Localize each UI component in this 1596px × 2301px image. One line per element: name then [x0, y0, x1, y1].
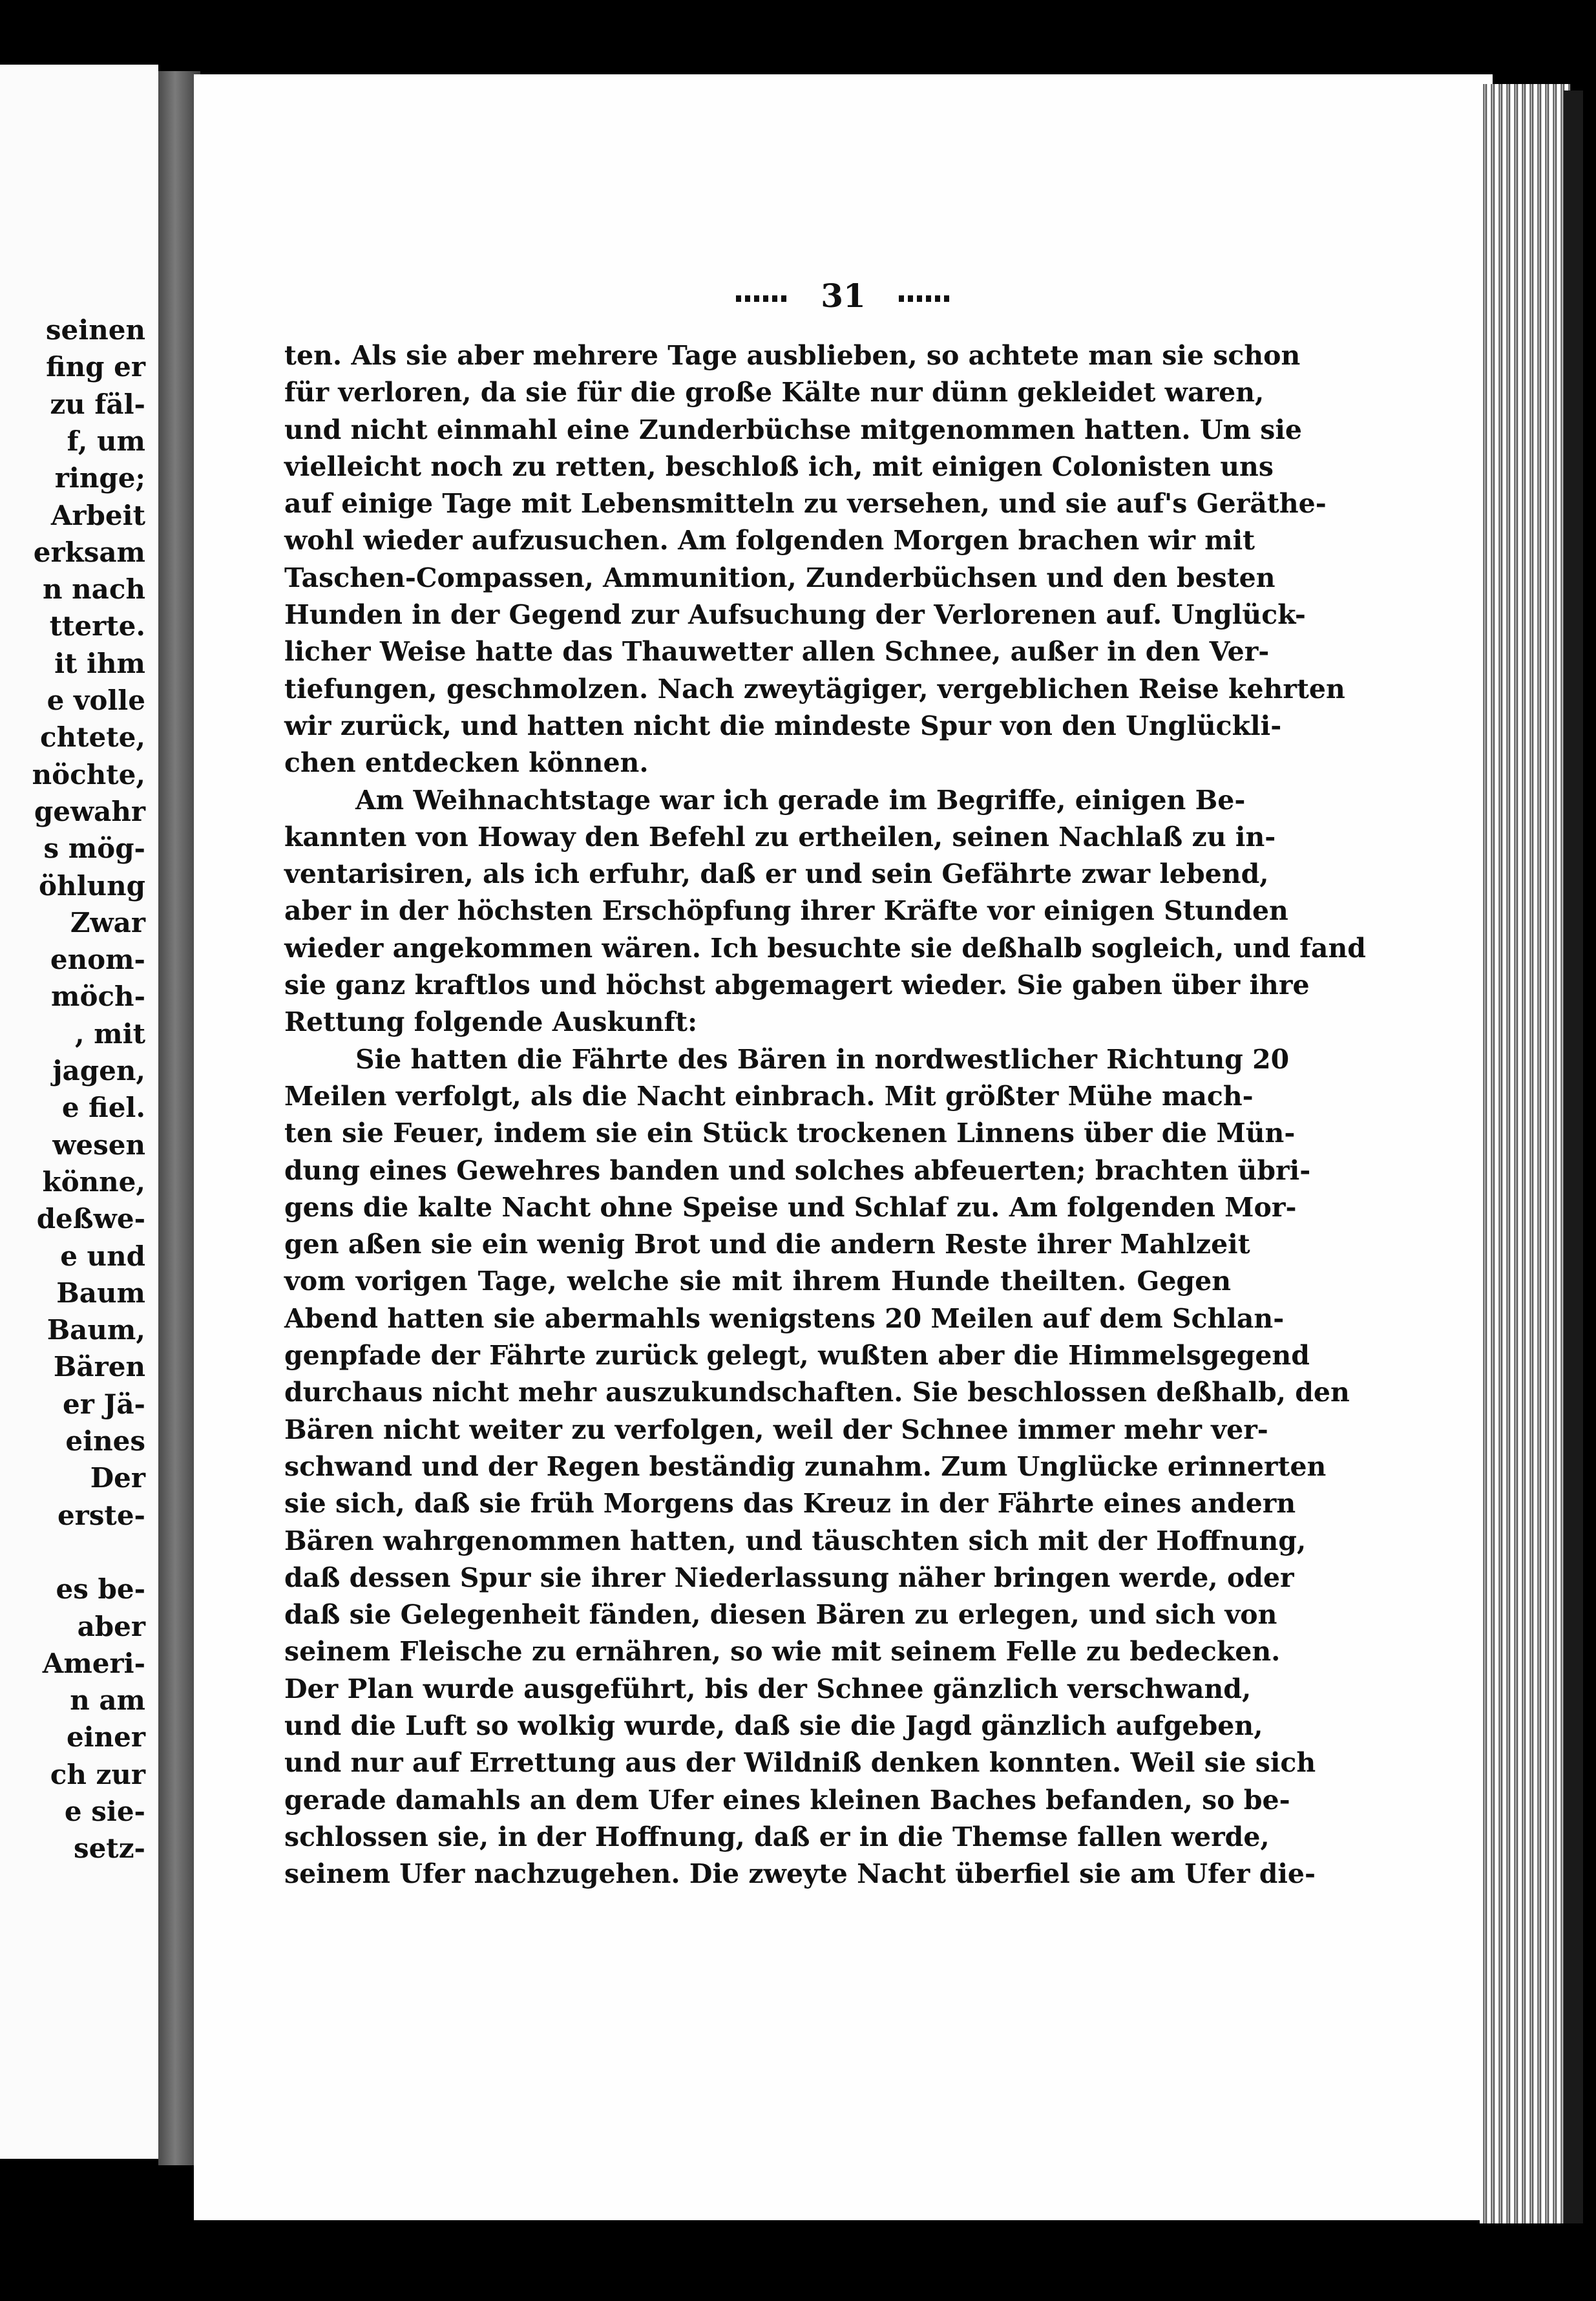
left-page-line: tterte. [49, 610, 145, 642]
left-page-line: , mit [74, 1017, 145, 1050]
left-page-line: ringe; [54, 462, 145, 494]
body-line: aber in der höchsten Erschöpfung ihrer Kräfte vor einigen Stunden [284, 895, 1288, 927]
left-page-line: Ameri- [42, 1647, 145, 1679]
left-page-line: zu fäl- [50, 388, 145, 420]
body-line: ten sie Feuer, indem sie ein Stück trockenen Linnens über die Mün- [284, 1118, 1296, 1149]
left-page-line: Bären [53, 1351, 145, 1383]
left-page-line: deßwe- [36, 1203, 145, 1235]
body-line: und nicht einmahl eine Zunderbüchse mitgenommen hatten. Um sie [284, 414, 1303, 445]
body-line: tiefungen, geschmolzen. Nach zweytägiger, vergeblichen Reise kehrten [284, 673, 1345, 705]
left-page-line: s mög- [43, 832, 145, 865]
page-number: 31 [821, 277, 866, 315]
header-ornament-left [736, 295, 788, 302]
body-line: gen aßen sie ein wenig Brot und die andern Reste ihrer Mahlzeit [284, 1229, 1250, 1260]
body-line: vom vorigen Tage, welche sie mit ihrem Hunde theilten. Gegen [284, 1266, 1231, 1297]
left-page-line: n nach [42, 573, 145, 606]
left-page-line: enom- [50, 944, 145, 976]
left-page-line: n am [70, 1684, 145, 1717]
left-page-line: Arbeit [50, 499, 145, 531]
left-page-line: Baum, [47, 1314, 145, 1346]
page-header [194, 277, 1493, 315]
left-page-line: könne, [42, 1165, 145, 1198]
body-line: wohl wieder aufzusuchen. Am folgenden Morgen brachen wir mit [284, 525, 1255, 557]
body-line: Bären wahrgenommen hatten, und täuschten sich mit der Hoffnung, [284, 1525, 1307, 1556]
left-page-fragment [0, 65, 158, 2159]
body-line: schwand und der Regen beständig zunahm. Zum Unglücke erinnerten [284, 1450, 1327, 1482]
body-line: Abend hatten sie abermahls wenigstens 20 Meilen auf dem Schlan- [284, 1302, 1285, 1334]
left-page-line: aber [77, 1610, 145, 1642]
left-page-line: setz- [73, 1832, 145, 1865]
left-page-line: e sie- [64, 1796, 145, 1827]
left-page-line: eines [65, 1425, 145, 1457]
left-page-line: jagen, [52, 1055, 145, 1087]
body-line: daß sie Gelegenheit fänden, diesen Bären zu erlegen, und sich von [284, 1599, 1277, 1631]
page-fore-edge [1480, 84, 1570, 2223]
left-page-line: einer [66, 1721, 145, 1754]
body-line: wir zurück, und hatten nicht die mindeste Spur von den Unglückli- [284, 710, 1282, 741]
left-page-line: es be- [56, 1573, 145, 1606]
left-page-line: seinen [45, 314, 145, 346]
body-line: gens die kalte Nacht ohne Speise und Schlaf zu. Am folgenden Mor- [284, 1191, 1297, 1223]
body-line: und die Luft so wolkig wurde, daß sie die Jagd gänzlich aufgeben, [284, 1710, 1263, 1741]
body-line: gerade damahls an dem Ufer eines kleinen Baches befanden, so be- [284, 1784, 1290, 1816]
body-line: kannten von Howay den Befehl zu ertheilen, seinen Nachlaß zu in- [284, 821, 1276, 853]
left-page-line: möch- [51, 981, 145, 1013]
body-line: seinem Ufer nachzugehen. Die zweyte Nacht überfiel sie am Ufer die- [284, 1858, 1316, 1890]
left-page-line: Baum [56, 1277, 145, 1309]
body-line: für verloren, da sie für die große Kälte nur dünn gekleidet waren, [284, 377, 1265, 408]
page-edge-shadow [1564, 90, 1583, 2223]
body-line: durchaus nicht mehr auszukundschaften. Sie beschlossen deßhalb, den [284, 1377, 1350, 1408]
left-page-line: e volle [47, 684, 145, 716]
body-line: Sie hatten die Fährte des Bären in nordwestlicher Richtung 20 [355, 1043, 1290, 1075]
body-line: genpfade der Fährte zurück gelegt, wußten aber die Himmelsgegend [284, 1340, 1310, 1372]
left-page-line: it ihm [54, 647, 145, 679]
body-line: Am Weihnachtstage war ich gerade im Begriffe, einigen Be- [355, 784, 1246, 816]
left-page-line: chtete, [40, 721, 145, 754]
body-line: Hunden in der Gegend zur Aufsuchung der Verlorenen auf. Unglück- [284, 599, 1306, 631]
left-page-line: Der [90, 1462, 145, 1494]
body-line: licher Weise hatte das Thauwetter allen Schnee, außer in den Ver- [284, 636, 1270, 668]
left-page-line: erksam [33, 536, 145, 568]
left-page-line: fing er [46, 351, 145, 383]
body-line: daß dessen Spur sie ihrer Niederlassung näher bringen werde, oder [284, 1562, 1294, 1593]
left-page-line: e fiel. [61, 1092, 145, 1124]
left-page-line: f, um [67, 425, 145, 457]
body-line: ten. Als sie aber mehrere Tage ausblieben, so achtete man sie schon [284, 340, 1301, 371]
body-line: vielleicht noch zu retten, beschloß ich, mit einigen Colonisten uns [284, 451, 1274, 482]
left-page-line: Zwar [70, 906, 145, 938]
body-line: seinem Fleische zu ernähren, so wie mit seinem Felle zu bedecken. [284, 1636, 1281, 1668]
body-line: schlossen sie, in der Hoffnung, daß er in die Themse fallen werde, [284, 1821, 1270, 1852]
body-text [284, 337, 1366, 1893]
left-page-line: erste- [57, 1499, 145, 1531]
body-line: Meilen verfolgt, als die Nacht einbrach. Mit größter Mühe mach- [284, 1080, 1254, 1112]
left-page-line: nöchte, [32, 758, 145, 790]
left-page-line: gewahr [34, 795, 145, 827]
body-line: chen entdecken können. [284, 747, 649, 779]
body-line: sie ganz kraftlos und höchst abgemagert wieder. Sie gaben über ihre [284, 970, 1310, 1001]
body-line: auf einige Tage mit Lebensmitteln zu versehen, und sie auf's Geräthe- [284, 488, 1327, 520]
left-page-line: wesen [52, 1129, 145, 1161]
left-page-line: er Jä- [63, 1388, 145, 1420]
body-line: dung eines Gewehres banden und solches abfeuerten; brachten übri- [284, 1154, 1311, 1186]
body-line: wieder angekommen wären. Ich besuchte sie deßhalb sogleich, und fand [284, 932, 1366, 964]
body-line: und nur auf Errettung aus der Wildniß denken konnten. Weil sie sich [284, 1747, 1316, 1779]
left-page-line: öhlung [39, 869, 145, 902]
left-page-line: ch zur [50, 1758, 145, 1790]
body-line: sie sich, daß sie früh Morgens das Kreuz in der Fährte eines andern [284, 1488, 1296, 1520]
body-line: Der Plan wurde ausgeführt, bis der Schnee gänzlich verschwand, [284, 1673, 1252, 1704]
header-ornament-right [899, 295, 950, 302]
body-line: ventarisiren, als ich erfuhr, daß er und sein Gefährte zwar lebend, [284, 858, 1269, 890]
left-page-line: e und [60, 1240, 145, 1272]
body-line: Rettung folgende Auskunft: [284, 1006, 698, 1038]
body-line: Bären nicht weiter zu verfolgen, weil der Schnee immer mehr ver- [284, 1414, 1268, 1445]
body-line: Taschen-Compassen, Ammunition, Zunderbüchsen und den besten [284, 562, 1276, 593]
